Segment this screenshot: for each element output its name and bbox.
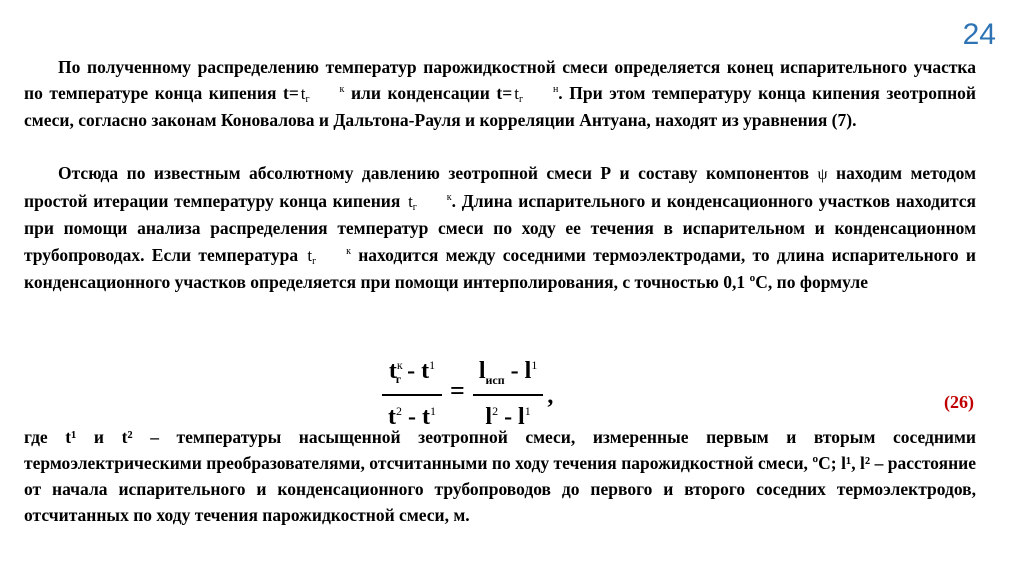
equation-number: (26) [944, 392, 974, 412]
formula-right-fraction [473, 350, 544, 433]
paragraph-1-text-b: или конденсации t= [344, 83, 513, 103]
psi-symbol: ψ [817, 166, 828, 183]
formula-right-numerator: $l_{исп} - l^1$ [478, 357, 538, 387]
t-boil-end-symbol-2: t к г [408, 192, 452, 214]
formula-comma: , [547, 382, 554, 409]
t-boil-end-symbol-3: t к г [307, 246, 351, 268]
t-condense-symbol: t н г [514, 84, 559, 106]
formula-left-fraction [382, 350, 442, 433]
paragraph-2-text-b: находим методом простой итерации температуру конца кипения [24, 163, 976, 211]
paragraph-1 [24, 54, 976, 133]
paragraph-2 [24, 160, 976, 296]
paragraph-2-text-c: . Длина испарительного и конденсационного участков находится при помощи анализа распределения температур смеси по ходу ее течения в испарительном и конденсационном трубопроводах. Если температура [24, 191, 976, 265]
paragraph-1-text-a: По полученному распределению температур парожидкостной смеси определяется конец испарительного участка по температуре конца кипения t= [24, 57, 976, 103]
formula-left-numerator: $t^к_г - t^1$ [388, 357, 436, 387]
formula-left-denominator: $t^2 - t^1$ [388, 404, 436, 431]
paragraph-1-text-c: . При этом температуру конца кипения зеотропной смеси, согласно законам Коновалова и Дальтона-Рауля и корреляции Антуана, находят из уравнения (7). [24, 83, 976, 130]
formula-26 [382, 356, 554, 431]
equals-sign: = [449, 376, 465, 405]
paragraph-2-text-d: находится между соседними термоэлектродами, то длина испарительного и конденсационного участков определяется при помощи интерполирования, с точностью 0,1 ºС, по формуле [24, 245, 977, 292]
t-boil-end-symbol: t к г [300, 84, 345, 106]
page-number: 24 [962, 18, 996, 51]
paragraph-3: где t¹ и t² – температуры насыщенной зеотропной смеси, измеренные первым и вторым соседними термоэлектрическими преобразователями, отсчитанными по ходу течения парожидкостной смеси, ºС; l¹, l² – расстояние от начала испарительного и конденсационного трубопроводов до первого и второго соседних термоэлектродов, отсчитанных по ходу течения парожидкостной смеси, м. [24, 427, 976, 525]
formula-right-denominator: $l^2 - l^1$ [485, 404, 531, 431]
paragraph-2-text-a: Отсюда по известным абсолютному давлению зеотропной смеси Р и составу компонентов [58, 163, 818, 183]
